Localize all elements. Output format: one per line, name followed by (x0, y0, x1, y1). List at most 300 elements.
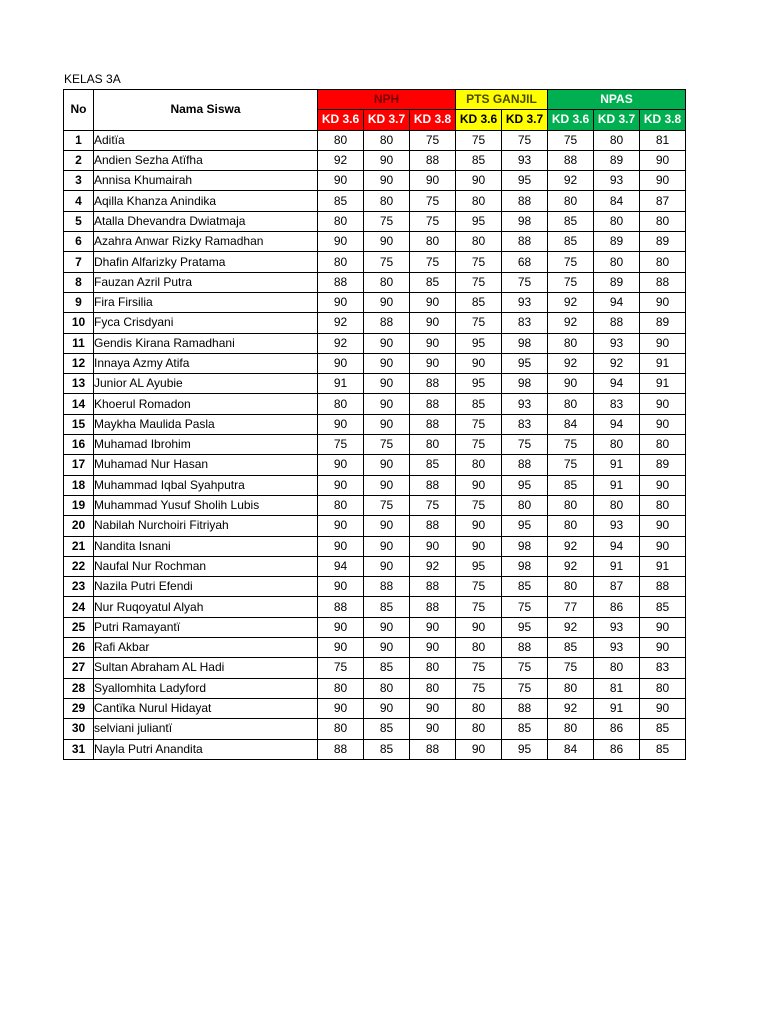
score-cell: 75 (548, 435, 594, 455)
score-cell: 90 (640, 536, 686, 556)
score-cell: 95 (502, 475, 548, 495)
score-cell: 92 (548, 171, 594, 191)
score-cell: 75 (502, 678, 548, 698)
score-cell: 80 (548, 333, 594, 353)
student-name: Junior AL Ayubie (94, 374, 318, 394)
score-cell: 85 (456, 394, 502, 414)
score-cell: 75 (456, 678, 502, 698)
score-cell: 90 (640, 475, 686, 495)
score-cell: 91 (640, 353, 686, 373)
score-cell: 90 (410, 719, 456, 739)
score-cell: 90 (364, 698, 410, 718)
table-row (64, 414, 686, 434)
score-cell: 90 (318, 577, 364, 597)
score-cell: 90 (640, 638, 686, 658)
student-name: Aqilla Khanza Anindika (94, 191, 318, 211)
score-cell: 80 (594, 211, 640, 231)
score-cell: 92 (548, 556, 594, 576)
student-name: Nazila Putri Efendi (94, 577, 318, 597)
score-cell: 88 (410, 475, 456, 495)
score-cell: 90 (364, 516, 410, 536)
score-cell: 88 (410, 577, 456, 597)
score-cell: 90 (364, 536, 410, 556)
score-cell: 75 (410, 130, 456, 150)
row-number: 14 (64, 394, 94, 414)
row-number: 12 (64, 353, 94, 373)
score-cell: 80 (456, 232, 502, 252)
score-cell: 90 (364, 232, 410, 252)
score-cell: 85 (640, 739, 686, 759)
table-row (64, 617, 686, 637)
row-number: 24 (64, 597, 94, 617)
score-cell: 80 (318, 130, 364, 150)
score-cell: 81 (640, 130, 686, 150)
score-cell: 91 (640, 556, 686, 576)
row-number: 19 (64, 495, 94, 515)
row-number: 2 (64, 150, 94, 170)
score-cell: 80 (318, 678, 364, 698)
score-cell: 80 (640, 252, 686, 272)
score-cell: 98 (502, 556, 548, 576)
table-row (64, 739, 686, 759)
score-cell: 88 (640, 272, 686, 292)
student-name: Sultan Abraham AL Hadi (94, 658, 318, 678)
score-cell: 81 (594, 678, 640, 698)
score-cell: 90 (318, 232, 364, 252)
score-cell: 90 (318, 536, 364, 556)
score-cell: 80 (548, 719, 594, 739)
score-cell: 88 (318, 272, 364, 292)
score-cell: 87 (594, 577, 640, 597)
row-number: 8 (64, 272, 94, 292)
score-cell: 85 (364, 597, 410, 617)
score-cell: 85 (318, 191, 364, 211)
score-cell: 85 (456, 150, 502, 170)
score-cell: 92 (548, 353, 594, 373)
score-cell: 80 (594, 252, 640, 272)
score-cell: 80 (318, 394, 364, 414)
score-cell: 68 (502, 252, 548, 272)
score-cell: 80 (456, 455, 502, 475)
score-cell: 84 (548, 739, 594, 759)
score-cell: 93 (502, 292, 548, 312)
score-cell: 80 (456, 191, 502, 211)
score-cell: 75 (456, 313, 502, 333)
score-cell: 90 (456, 536, 502, 556)
score-cell: 90 (456, 617, 502, 637)
table-row (64, 597, 686, 617)
score-cell: 90 (410, 313, 456, 333)
score-cell: 98 (502, 333, 548, 353)
score-cell: 90 (410, 536, 456, 556)
student-name: Maykha Maulida Pasla (94, 414, 318, 434)
score-cell: 75 (364, 252, 410, 272)
score-cell: 92 (548, 698, 594, 718)
score-cell: 95 (502, 171, 548, 191)
score-cell: 80 (548, 191, 594, 211)
table-row (64, 475, 686, 495)
score-cell: 80 (640, 211, 686, 231)
score-cell: 93 (594, 638, 640, 658)
score-cell: 91 (594, 455, 640, 475)
table-row (64, 678, 686, 698)
score-cell: 95 (502, 739, 548, 759)
score-cell: 98 (502, 536, 548, 556)
score-cell: 88 (364, 577, 410, 597)
score-cell: 94 (594, 374, 640, 394)
score-cell: 90 (364, 292, 410, 312)
row-number: 9 (64, 292, 94, 312)
table-row (64, 333, 686, 353)
student-name: Muhamad Ibrohim (94, 435, 318, 455)
score-cell: 90 (456, 739, 502, 759)
score-cell: 93 (502, 150, 548, 170)
score-cell: 80 (548, 495, 594, 515)
score-cell: 85 (410, 455, 456, 475)
score-cell: 75 (548, 130, 594, 150)
header-nph-kd-3-7: KD 3.7 (364, 110, 410, 130)
score-cell: 93 (594, 333, 640, 353)
score-cell: 85 (364, 658, 410, 678)
score-cell: 80 (594, 658, 640, 678)
row-number: 25 (64, 617, 94, 637)
score-cell: 90 (318, 475, 364, 495)
score-cell: 80 (640, 435, 686, 455)
table-row (64, 455, 686, 475)
score-cell: 80 (410, 435, 456, 455)
score-cell: 85 (548, 232, 594, 252)
score-cell: 88 (548, 150, 594, 170)
header-group-npas: NPAS (548, 90, 686, 110)
score-cell: 90 (410, 171, 456, 191)
score-cell: 80 (318, 252, 364, 272)
table-row (64, 171, 686, 191)
table-row (64, 353, 686, 373)
score-cell: 90 (364, 353, 410, 373)
row-number: 4 (64, 191, 94, 211)
score-cell: 92 (548, 292, 594, 312)
score-cell: 95 (502, 617, 548, 637)
score-cell: 90 (456, 353, 502, 373)
grades-table (63, 89, 686, 760)
student-name: Atalla Dhevandra Dwiatmaja (94, 211, 318, 231)
student-name: Andien Sezha Atïfha (94, 150, 318, 170)
row-number: 1 (64, 130, 94, 150)
score-cell: 75 (502, 658, 548, 678)
student-name: Khoerul Romadon (94, 394, 318, 414)
score-cell: 75 (548, 455, 594, 475)
score-cell: 92 (318, 333, 364, 353)
table-row (64, 374, 686, 394)
table-row (64, 232, 686, 252)
student-name: Muhammad Iqbal Syahputra (94, 475, 318, 495)
header-nph-kd-3-6: KD 3.6 (318, 110, 364, 130)
row-number: 11 (64, 333, 94, 353)
score-cell: 80 (548, 678, 594, 698)
score-cell: 75 (548, 658, 594, 678)
row-number: 18 (64, 475, 94, 495)
student-name: Fauzan Azril Putra (94, 272, 318, 292)
score-cell: 80 (410, 232, 456, 252)
score-cell: 88 (594, 313, 640, 333)
score-cell: 80 (548, 516, 594, 536)
score-cell: 90 (318, 638, 364, 658)
score-cell: 90 (364, 394, 410, 414)
score-cell: 90 (456, 171, 502, 191)
row-number: 3 (64, 171, 94, 191)
score-cell: 77 (548, 597, 594, 617)
score-cell: 85 (548, 475, 594, 495)
header-pts-kd-3-7: KD 3.7 (502, 110, 548, 130)
row-number: 17 (64, 455, 94, 475)
score-cell: 94 (594, 292, 640, 312)
table-row (64, 495, 686, 515)
score-cell: 80 (640, 678, 686, 698)
score-cell: 75 (456, 435, 502, 455)
score-cell: 85 (502, 577, 548, 597)
score-cell: 90 (364, 475, 410, 495)
score-cell: 94 (318, 556, 364, 576)
student-name: Fyca Crisdyani (94, 313, 318, 333)
student-name: Innaya Azmy Atifa (94, 353, 318, 373)
score-cell: 90 (410, 292, 456, 312)
score-cell: 94 (594, 536, 640, 556)
row-number: 16 (64, 435, 94, 455)
score-cell: 86 (594, 597, 640, 617)
score-cell: 88 (410, 516, 456, 536)
score-cell: 80 (410, 658, 456, 678)
score-cell: 88 (410, 414, 456, 434)
score-cell: 90 (640, 394, 686, 414)
student-name: Cantïka Nurul Hidayat (94, 698, 318, 718)
header-no: No (64, 90, 94, 131)
score-cell: 80 (318, 495, 364, 515)
score-cell: 80 (456, 698, 502, 718)
score-cell: 75 (502, 435, 548, 455)
score-cell: 91 (594, 698, 640, 718)
student-name: Nayla Putri Anandita (94, 739, 318, 759)
header-npas-kd-3-6: KD 3.6 (548, 110, 594, 130)
student-name: Gendis Kirana Ramadhani (94, 333, 318, 353)
header-npas-kd-3-8: KD 3.8 (640, 110, 686, 130)
score-cell: 80 (364, 191, 410, 211)
student-name: Rafi Akbar (94, 638, 318, 658)
score-cell: 90 (410, 333, 456, 353)
score-cell: 85 (640, 719, 686, 739)
student-name: Naufal Nur Rochman (94, 556, 318, 576)
score-cell: 94 (594, 414, 640, 434)
score-cell: 80 (594, 130, 640, 150)
student-name: Muhamad Nur Hasan (94, 455, 318, 475)
score-cell: 83 (502, 313, 548, 333)
score-cell: 90 (456, 516, 502, 536)
score-cell: 92 (318, 313, 364, 333)
score-cell: 80 (318, 719, 364, 739)
row-number: 21 (64, 536, 94, 556)
score-cell: 90 (640, 698, 686, 718)
table-row (64, 516, 686, 536)
score-cell: 88 (318, 739, 364, 759)
table-row (64, 394, 686, 414)
score-cell: 75 (456, 272, 502, 292)
score-cell: 88 (410, 374, 456, 394)
score-cell: 86 (594, 739, 640, 759)
score-cell: 75 (364, 211, 410, 231)
score-cell: 85 (364, 739, 410, 759)
score-cell: 88 (502, 698, 548, 718)
header-name: Nama Siswa (94, 90, 318, 131)
score-cell: 90 (364, 150, 410, 170)
score-cell: 93 (502, 394, 548, 414)
student-name: selviani juliantï (94, 719, 318, 739)
student-name: Dhafin Alfarizky Pratama (94, 252, 318, 272)
score-cell: 88 (502, 232, 548, 252)
score-cell: 90 (318, 171, 364, 191)
score-cell: 90 (640, 617, 686, 637)
row-number: 13 (64, 374, 94, 394)
row-number: 31 (64, 739, 94, 759)
score-cell: 93 (594, 516, 640, 536)
score-cell: 92 (594, 353, 640, 373)
score-cell: 80 (410, 678, 456, 698)
score-cell: 91 (318, 374, 364, 394)
score-cell: 98 (502, 211, 548, 231)
score-cell: 75 (364, 435, 410, 455)
score-cell: 89 (594, 150, 640, 170)
score-cell: 90 (364, 617, 410, 637)
score-cell: 95 (502, 516, 548, 536)
score-cell: 90 (640, 333, 686, 353)
row-number: 30 (64, 719, 94, 739)
score-cell: 90 (318, 414, 364, 434)
table-row (64, 719, 686, 739)
score-cell: 90 (410, 698, 456, 718)
score-cell: 88 (410, 597, 456, 617)
score-cell: 90 (318, 516, 364, 536)
row-number: 7 (64, 252, 94, 272)
score-cell: 84 (594, 191, 640, 211)
row-number: 26 (64, 638, 94, 658)
table-row (64, 638, 686, 658)
student-name: Putri Ramayantï (94, 617, 318, 637)
score-cell: 75 (456, 658, 502, 678)
row-number: 15 (64, 414, 94, 434)
header-npas-kd-3-7: KD 3.7 (594, 110, 640, 130)
score-cell: 86 (594, 719, 640, 739)
score-cell: 95 (456, 374, 502, 394)
student-name: Muhammad Yusuf Sholih Lubis (94, 495, 318, 515)
score-cell: 90 (364, 333, 410, 353)
table-header (64, 90, 686, 131)
class-title: KELAS 3A (64, 72, 121, 86)
score-cell: 80 (456, 719, 502, 739)
student-name: Aditïa (94, 130, 318, 150)
row-number: 28 (64, 678, 94, 698)
header-group-pts-ganjil: PTS GANJIL (456, 90, 548, 110)
score-cell: 75 (502, 272, 548, 292)
header-group-nph: NPH (318, 90, 456, 110)
score-cell: 80 (318, 211, 364, 231)
score-cell: 75 (318, 658, 364, 678)
score-cell: 88 (410, 150, 456, 170)
table-row (64, 536, 686, 556)
score-cell: 90 (640, 171, 686, 191)
score-cell: 95 (456, 556, 502, 576)
score-cell: 95 (502, 353, 548, 373)
score-cell: 84 (548, 414, 594, 434)
score-cell: 80 (548, 577, 594, 597)
score-cell: 90 (318, 455, 364, 475)
row-number: 29 (64, 698, 94, 718)
row-number: 20 (64, 516, 94, 536)
student-name: Nur Ruqoyatul Alyah (94, 597, 318, 617)
row-number: 10 (64, 313, 94, 333)
row-number: 22 (64, 556, 94, 576)
score-cell: 98 (502, 374, 548, 394)
score-cell: 90 (318, 353, 364, 373)
score-cell: 88 (640, 577, 686, 597)
score-cell: 90 (318, 617, 364, 637)
score-cell: 88 (364, 313, 410, 333)
header-nph-kd-3-8: KD 3.8 (410, 110, 456, 130)
score-cell: 90 (318, 698, 364, 718)
score-cell: 91 (594, 556, 640, 576)
score-cell: 85 (548, 638, 594, 658)
score-cell: 75 (456, 130, 502, 150)
student-name: Nabilah Nurchoiri Fitriyah (94, 516, 318, 536)
score-cell: 88 (502, 455, 548, 475)
score-cell: 85 (364, 719, 410, 739)
score-cell: 75 (456, 414, 502, 434)
score-cell: 95 (456, 333, 502, 353)
table-row (64, 658, 686, 678)
score-cell: 75 (410, 252, 456, 272)
score-cell: 75 (548, 252, 594, 272)
score-cell: 90 (640, 516, 686, 536)
score-cell: 95 (456, 211, 502, 231)
table-row (64, 556, 686, 576)
student-name: Azahra Anwar Rizky Ramadhan (94, 232, 318, 252)
score-cell: 75 (364, 495, 410, 515)
score-cell: 93 (594, 171, 640, 191)
score-cell: 80 (456, 638, 502, 658)
score-cell: 90 (410, 638, 456, 658)
score-cell: 80 (364, 678, 410, 698)
score-cell: 75 (456, 252, 502, 272)
score-cell: 90 (456, 475, 502, 495)
student-name: Fira Firsilia (94, 292, 318, 312)
score-cell: 75 (410, 495, 456, 515)
score-cell: 85 (640, 597, 686, 617)
score-cell: 88 (410, 739, 456, 759)
row-number: 6 (64, 232, 94, 252)
score-cell: 75 (502, 597, 548, 617)
table-row (64, 272, 686, 292)
score-cell: 89 (594, 232, 640, 252)
score-cell: 83 (640, 658, 686, 678)
table-row (64, 698, 686, 718)
table-row (64, 130, 686, 150)
student-name: Nandita Isnani (94, 536, 318, 556)
table-row (64, 252, 686, 272)
score-cell: 89 (640, 313, 686, 333)
score-cell: 90 (364, 455, 410, 475)
row-number: 23 (64, 577, 94, 597)
header-pts-kd-3-6: KD 3.6 (456, 110, 502, 130)
score-cell: 75 (456, 597, 502, 617)
score-cell: 90 (548, 374, 594, 394)
score-cell: 75 (410, 211, 456, 231)
